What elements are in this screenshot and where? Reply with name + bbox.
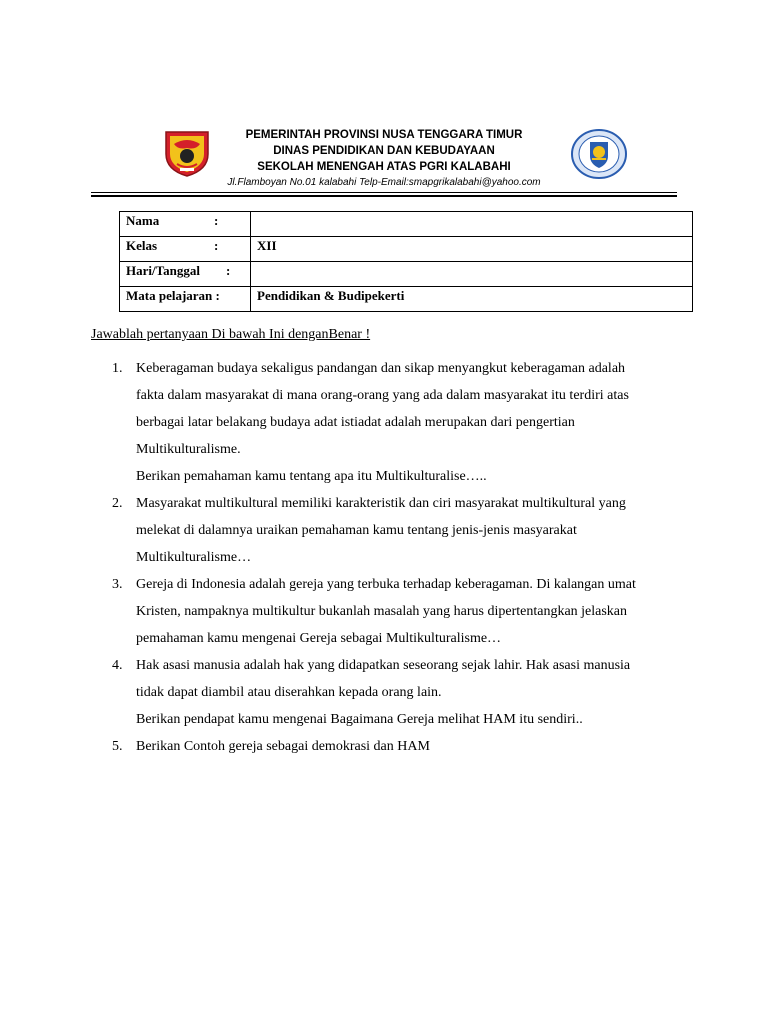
question-item [112, 733, 696, 760]
letterhead-line-province: PEMERINTAH PROVINSI NUSA TENGGARA TIMUR [245, 129, 523, 141]
question-number: 5. [112, 739, 123, 754]
info-row-nama [120, 212, 693, 237]
letterhead-line-department: DINAS PENDIDIKAN DAN KEBUDAYAAN [273, 145, 495, 157]
info-row-kelas [120, 237, 693, 262]
question-number: 4. [112, 658, 123, 673]
info-label: Nama [126, 213, 160, 228]
info-label-cell [120, 287, 251, 312]
question-line: Berikan pendapat kamu mengenai Bagaimana Gereja melihat HAM itu sendiri.. [136, 712, 583, 727]
question-line: Multikulturalisme… [136, 550, 252, 565]
question-line: Kristen, nampaknya multikultur bukanlah masalah yang harus dipertentangkan jelaskan [136, 604, 628, 619]
question-line: melekat di dalamnya uraikan pemahaman kamu tentang jenis-jenis masyarakat [136, 523, 577, 538]
question-line: fakta dalam masyarakat di mana orang-orang yang ada dalam masyarakat itu terdiri atas [136, 388, 629, 403]
info-row-mata-pelajaran [120, 287, 693, 312]
question-line: berbagai latar belakang budaya adat istiadat adalah merupakan dari pengertian [136, 415, 575, 430]
info-value-field[interactable]: XII [251, 237, 693, 262]
letterhead-line-school: SEKOLAH MENENGAH ATAS PGRI KALABAHI [257, 161, 511, 173]
question-number: 3. [112, 577, 123, 592]
pgri-school-logo-icon [570, 128, 628, 180]
question-line: Masyarakat multikultural memiliki karakteristik dan ciri masyarakat multikultural yang [136, 496, 626, 511]
info-value-field[interactable] [251, 262, 693, 287]
info-colon: : [226, 263, 231, 278]
question-line: Berikan pemahaman kamu tentang apa itu Multikulturalise….. [136, 469, 487, 484]
header-divider-thin [91, 192, 677, 193]
info-label: Mata pelajaran : [126, 288, 220, 303]
info-colon: : [214, 238, 219, 253]
letterhead-address: Jl.Flamboyan No.01 kalabahi Telp-Email:smapgrikalabahi@yahoo.com [227, 177, 541, 188]
header-divider-thick [91, 195, 677, 197]
question-item [112, 490, 696, 571]
question-item [112, 652, 696, 733]
question-line: Gereja di Indonesia adalah gereja yang terbuka terhadap keberagaman. Di kalangan umat [136, 577, 636, 592]
question-line: Hak asasi manusia adalah hak yang didapatkan seseorang sejak lahir. Hak asasi manusia [136, 658, 631, 673]
info-label-cell [120, 237, 251, 262]
info-value-field[interactable] [251, 212, 693, 237]
question-line: Berikan Contoh gereja sebagai demokrasi dan HAM [136, 739, 430, 754]
info-label: Hari/Tanggal [126, 263, 200, 278]
question-line: tidak dapat diambil atau diserahkan kepada orang lain. [136, 685, 442, 700]
question-item [112, 571, 696, 652]
student-info-table [119, 211, 693, 312]
info-label-cell [120, 212, 251, 237]
letterhead [200, 127, 568, 190]
question-line: Multikulturalisme. [136, 442, 241, 457]
question-line: Keberagaman budaya sekaligus pandangan dan sikap menyangkut keberagaman adalah [136, 361, 626, 376]
info-value-field[interactable]: Pendidikan & Budipekerti [251, 287, 693, 312]
question-line: pemahaman kamu mengenai Gereja sebagai Multikulturalisme… [136, 631, 502, 646]
info-colon: : [214, 213, 219, 228]
info-label-cell [120, 262, 251, 287]
question-item [112, 355, 696, 490]
question-number: 2. [112, 496, 123, 511]
instruction-text: Jawablah pertanyaan Di bawah Ini denganBenar ! [91, 327, 371, 342]
info-row-hari-tanggal [120, 262, 693, 287]
question-list [112, 355, 696, 760]
question-number: 1. [112, 361, 123, 376]
info-label: Kelas [126, 238, 158, 253]
